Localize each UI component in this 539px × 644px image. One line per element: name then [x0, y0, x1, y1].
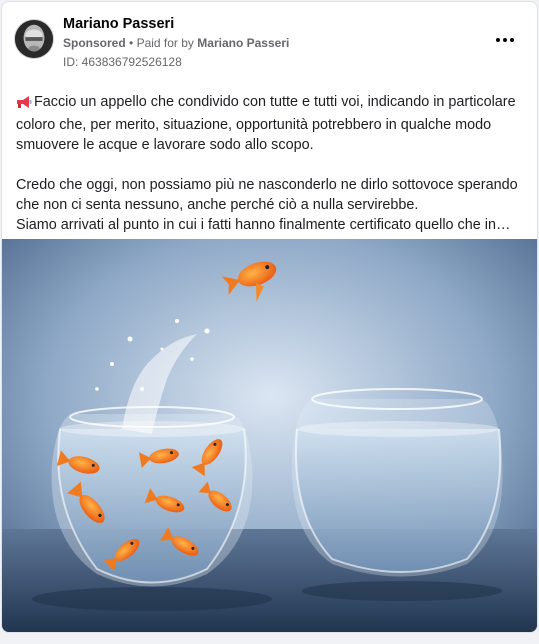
post-header	[2, 2, 537, 82]
author-name[interactable]: Mariano Passeri	[63, 16, 175, 32]
ad-id: ID: 463836792526128	[63, 55, 182, 69]
avatar[interactable]	[14, 19, 54, 59]
sponsored-label[interactable]: Sponsored	[63, 36, 126, 50]
post-paragraph-3: Siamo arrivati al punto in cui i fatti hanno finalmente certificato quello che in…	[16, 217, 511, 233]
ad-post-card	[1, 1, 538, 633]
more-horizontal-icon	[496, 38, 500, 42]
paid-for-prefix: Paid for by	[136, 36, 194, 50]
goldfish-jumping-bowl-image	[2, 239, 538, 633]
post-paragraph-2: Credo che oggi, non possiamo più ne nasconderlo ne dirlo sottovoce sperando che non ci senta nessuno, anche perché ciò a nulla servirebbe.	[16, 177, 518, 213]
post-image[interactable]	[2, 239, 538, 633]
post-text	[16, 92, 528, 235]
paid-for-name: Mariano Passeri	[197, 36, 290, 50]
meta-separator: •	[129, 36, 134, 50]
post-paragraph-1	[16, 92, 528, 155]
post-paragraph-1-text: Faccio un appello che condivido con tutte e tutti voi, indicando in particolare coloro che, per merito, situazione, opportunità potrebbero in qualche modo smuovere le acque e lavorare sodo allo scopo.	[16, 94, 516, 153]
more-options-button[interactable]	[491, 30, 519, 50]
sponsored-line	[63, 36, 289, 50]
megaphone-icon	[16, 95, 34, 115]
